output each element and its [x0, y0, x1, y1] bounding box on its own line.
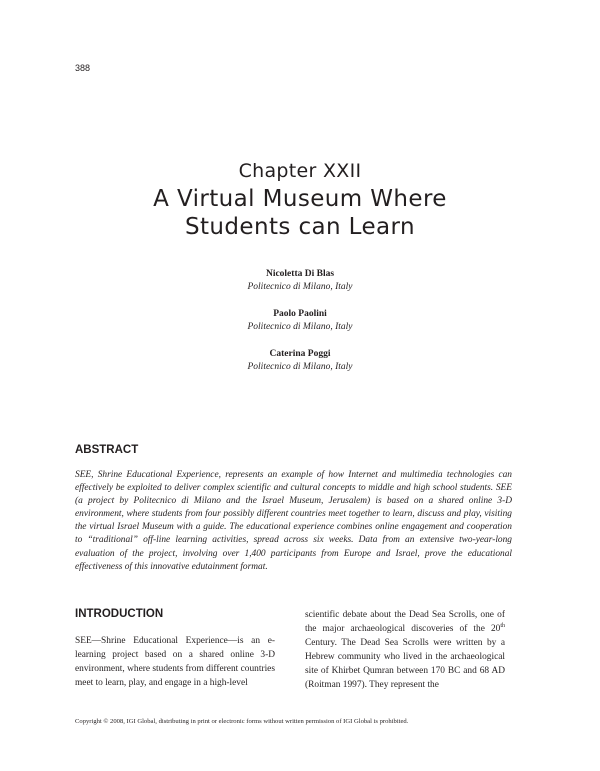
author-3	[0, 348, 600, 374]
page-number: 388	[75, 63, 91, 73]
superscript: th	[500, 622, 505, 629]
introduction-heading: INTRODUCTION	[75, 608, 164, 620]
body-text: scientific debate about the Dead Sea Scrolls, one of the major archaeological discoveries of the 20	[305, 610, 505, 634]
chapter-title	[0, 185, 600, 241]
author-affiliation: Politecnico di Milano, Italy	[247, 282, 353, 292]
chapter-label: Chapter XXII	[238, 160, 362, 182]
chapter-title-text: A Virtual Museum Where Students can Learn	[153, 186, 447, 240]
copyright-footer: Copyright © 2008, IGI Global, distributing in print or electronic forms without written permission of IGI Global is prohibited.	[75, 718, 409, 725]
author-affiliation: Politecnico di Milano, Italy	[247, 322, 353, 332]
author-affiliation: Politecnico di Milano, Italy	[247, 362, 353, 372]
body-column-left: SEE—Shrine Educational Experience—is an e-learning project based on a shared online 3-D environment, where students from different countries meet to learn, play, and engage in a high-level	[75, 636, 275, 688]
author-1	[0, 268, 600, 294]
abstract-text: SEE, Shrine Educational Experience, represents an example of how Internet and multimedia technologies can effectively be exploited to deliver complex scientific and cultural concepts to middle and high school students. SEE (a project by Politecnico di Milano and the Israel Museum, Jerusalem) is based on a shared online 3-D environment, where students from four possibly different countries meet together to learn, discuss and play, visiting the virtual Israel Museum with a guide. The educational experience combines online engagement and cooperation to “traditional” off-line learning activities, spread across six weeks. Data from an extensive two-year-long evaluation of the project, involving over 1,400 participants from Europe and Israel, prove the educational effectiveness of this innovative edutainment format.	[75, 470, 512, 572]
author-name: Caterina Poggi	[269, 349, 331, 359]
author-name: Paolo Paolini	[273, 309, 327, 319]
body-column-right	[305, 608, 505, 692]
body-text: Century. The Dead Sea Scrolls were written by a Hebrew community who lived in the archaeological site of Khirbet Qumran between 170 BC and 68 AD (Roitman 1997). They represent the	[305, 638, 505, 690]
author-name: Nicoletta Di Blas	[265, 269, 335, 279]
author-2	[0, 308, 600, 334]
abstract-heading: ABSTRACT	[75, 444, 139, 456]
